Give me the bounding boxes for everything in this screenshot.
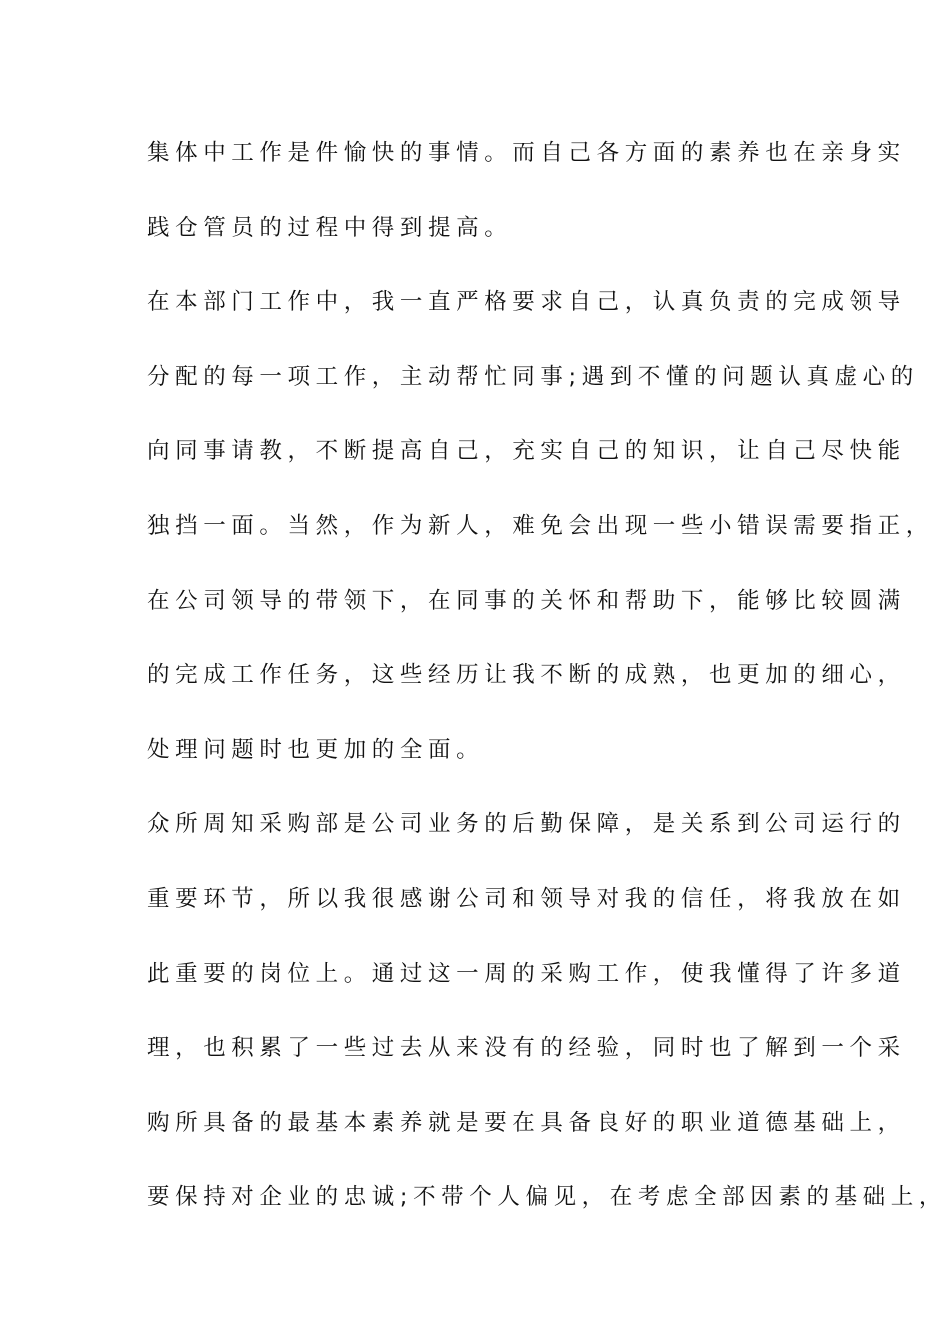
- document-body: [147, 129, 947, 1248]
- text-line: 众所周知采购部是公司业务的后勤保障，是关系到公司运行的: [147, 811, 906, 838]
- text-line: 的完成工作任务，这些经历让我不断的成熟，也更加的细心，: [147, 662, 906, 689]
- text-line: 分配的每一项工作，主动帮忙同事;遇到不懂的问题认真虚心的: [147, 363, 919, 390]
- text-line: 购所具备的最基本素养就是要在具备良好的职业道德基础上，: [147, 1109, 906, 1136]
- text-line: 践仓管员的过程中得到提高。: [147, 214, 513, 241]
- text-line: 处理问题时也更加的全面。: [147, 736, 485, 763]
- text-line: 理，也积累了一些过去从来没有的经验，同时也了解到一个采: [147, 1035, 906, 1062]
- text-line: 独挡一面。当然，作为新人，难免会出现一些小错误需要指正，: [147, 512, 934, 539]
- text-line: 要保持对企业的忠诚;不带个人偏见，在考虑全部因素的基础上，: [147, 1184, 947, 1211]
- text-line: 集体中工作是件愉快的事情。而自己各方面的素养也在亲身实: [147, 140, 906, 166]
- text-line: 在公司领导的带领下，在同事的关怀和帮助下，能够比较圆满: [147, 587, 906, 614]
- text-line: 向同事请教，不断提高自己，充实自己的知识，让自己尽快能: [147, 438, 906, 465]
- text-line: 此重要的岗位上。通过这一周的采购工作，使我懂得了许多道: [147, 960, 906, 987]
- text-line: 在本部门工作中，我一直严格要求自己，认真负责的完成领导: [147, 289, 906, 316]
- text-line: 重要环节，所以我很感谢公司和领导对我的信任，将我放在如: [147, 885, 906, 912]
